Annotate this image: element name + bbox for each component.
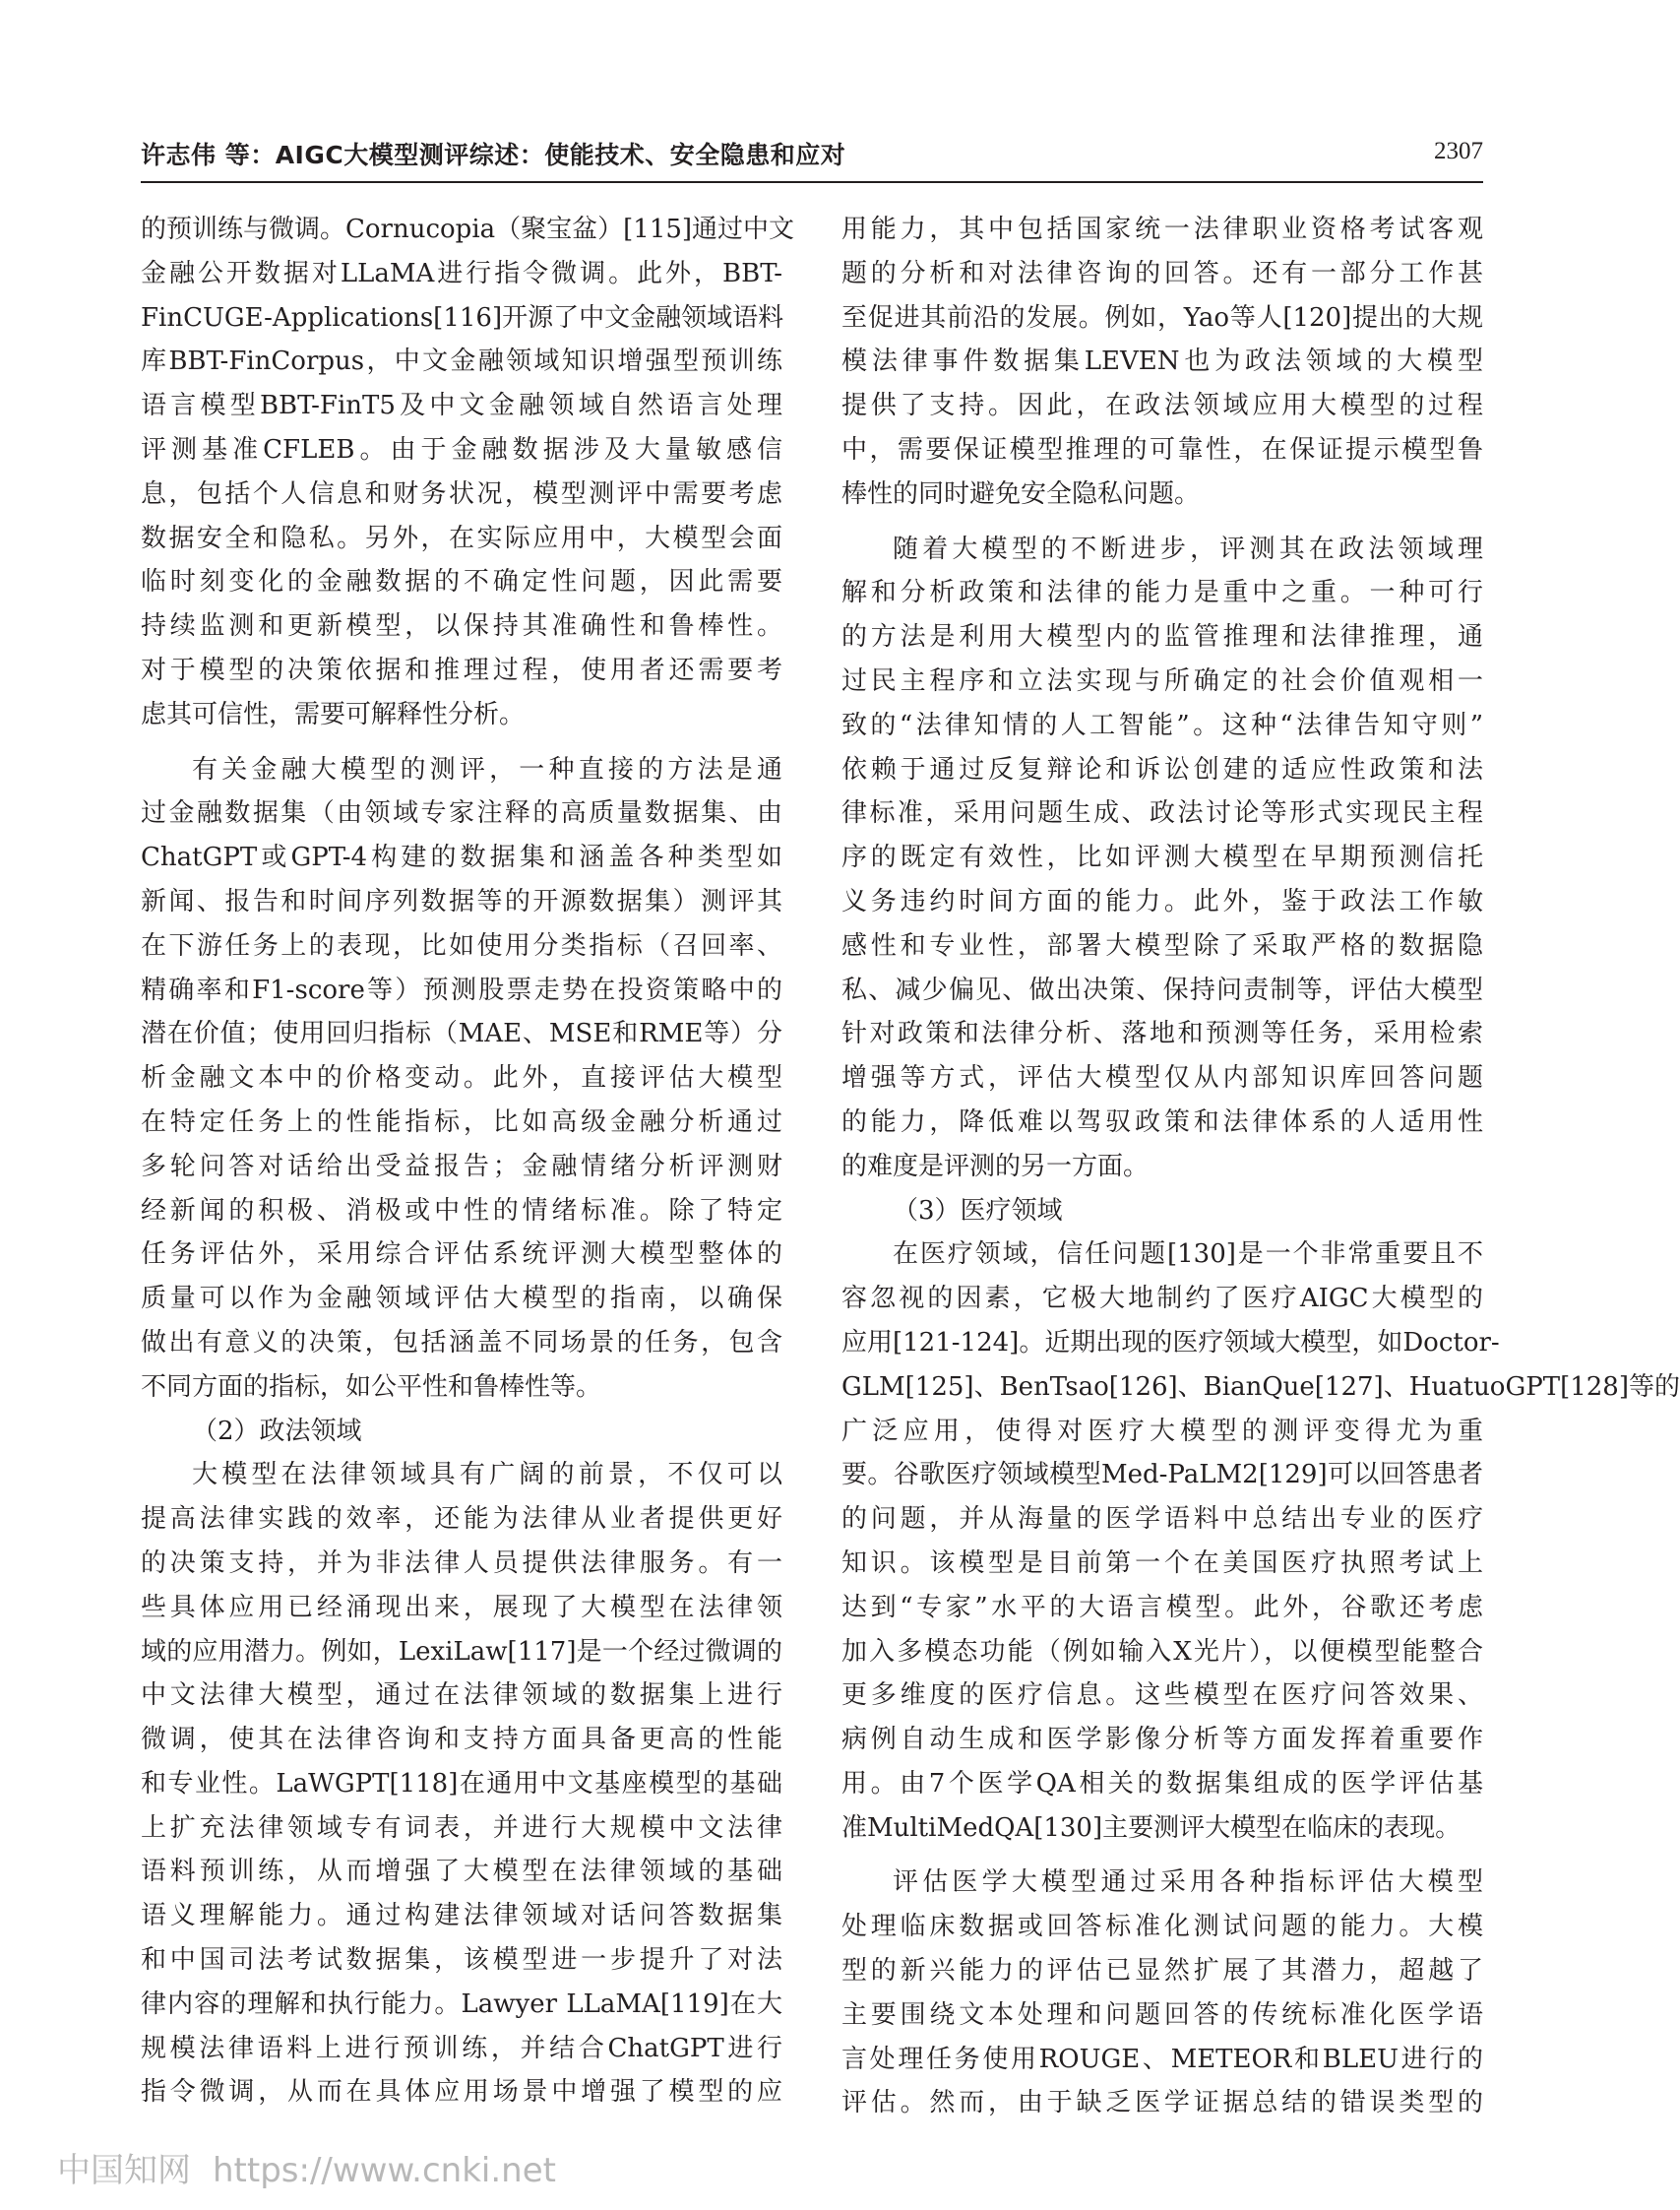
text-line: 知识。该模型是目前第一个在美国医疗执照考试上 <box>841 1547 1483 1578</box>
text-line: FinCUGE-Applications[116]开源了中文金融领域语料 <box>141 302 784 333</box>
text-line: 用能力，其中包括国家统一法律职业资格考试客观 <box>841 215 1483 244</box>
text-line: 更多维度的医疗信息。这些模型在医疗问答效果、 <box>841 1680 1483 1711</box>
text-line: 主要围绕文本处理和问题回答的传统标准化医学语 <box>841 1999 1483 2030</box>
text-line: 致的“法律知情的人工智能”。这种“法律告知守则” <box>841 710 1483 740</box>
text-line: 准MultiMedQA[130]主要测评大模型在临床的表现。 <box>841 1812 1462 1843</box>
text-line: 虑其可信性，需要可解释性分析。 <box>141 699 526 729</box>
text-line: 对于模型的决策依据和推理过程，使用者还需要考 <box>141 655 782 685</box>
text-line: 新闻、报告和时间序列数据等的开源数据集）测评其 <box>141 886 782 916</box>
text-line: 律标准，采用问题生成、政法讨论等形式实现民主程 <box>841 798 1483 829</box>
text-line: （2）政法领域 <box>192 1416 362 1446</box>
text-line: 律内容的理解和执行能力。Lawyer LLaMA[119]在大 <box>141 1989 782 2019</box>
text-line: 的能力，降低难以驾驭政策和法律体系的人适用性 <box>841 1106 1483 1137</box>
watermark-url: https://www.cnki.net <box>213 2151 556 2190</box>
paragraph-gap <box>141 737 782 748</box>
text-line: 病例自动生成和医学影像分析等方面发挥着重要作 <box>841 1725 1483 1755</box>
header-rule <box>141 181 1483 183</box>
text-line: 做出有意义的决策，包括涵盖不同场景的任务，包含 <box>141 1327 782 1358</box>
watermark-site: 中国知网 <box>57 2151 191 2190</box>
text-line: 语言模型BBT-FinT5及中文金融领域自然语言处理 <box>141 391 782 421</box>
text-line: 加入多模态功能（例如输入X光片），以便模型能整合 <box>841 1636 1483 1667</box>
text-line: 的决策支持，并为非法律人员提供法律服务。有一 <box>141 1547 782 1578</box>
text-line: 言处理任务使用ROUGE、METEOR和BLEU进行的 <box>841 2044 1483 2074</box>
text-line: 序的既定有效性，比如评测大模型在早期预测信托 <box>841 843 1483 873</box>
text-line: 持续监测和更新模型，以保持其准确性和鲁棒性。 <box>141 611 782 642</box>
text-line: 在医疗领域，信任问题[130]是一个非常重要且不 <box>893 1239 1483 1270</box>
text-line: 至促进其前沿的发展。例如，Yao等人[120]提出的大规 <box>841 302 1483 333</box>
text-line: 在特定任务上的性能指标，比如高级金融分析通过 <box>141 1106 782 1137</box>
text-line: 评估医学大模型通过采用各种指标评估大模型 <box>893 1867 1483 1898</box>
text-line: 广泛应用，使得对医疗大模型的测评变得尤为重 <box>841 1416 1483 1446</box>
text-line: ChatGPT或GPT-4构建的数据集和涵盖各种类型如 <box>141 843 782 873</box>
text-line: GLM[125]、BenTsao[126]、BianQue[127]、HuatuoGPT[128]等的 <box>841 1371 1680 1402</box>
text-line: 在下游任务上的表现，比如使用分类指标（召回率、 <box>141 930 782 961</box>
text-line: 提高法律实践的效率，还能为法律从业者提供更好 <box>141 1504 782 1535</box>
text-line: 模法律事件数据集LEVEN也为政法领域的大模型 <box>841 347 1483 377</box>
text-line: 要。谷歌医疗领域模型Med-PaLM2[129]可以回答患者 <box>841 1460 1483 1490</box>
left-column <box>141 208 795 2115</box>
text-line: 语料预训练，从而增强了大模型在法律领域的基础 <box>141 1857 782 1887</box>
text-line: 的预训练与微调。Cornucopia（聚宝盆）[115]通过中文 <box>141 215 795 244</box>
text-line: 棒性的同时避免安全隐私问题。 <box>841 478 1201 509</box>
text-line: 义务违约时间方面的能力。此外，鉴于政法工作敏 <box>841 886 1483 916</box>
text-line: 的难度是评测的另一方面。 <box>841 1151 1150 1181</box>
text-line: 解和分析政策和法律的能力是重中之重。一种可行 <box>841 578 1483 608</box>
page-number: 2307 <box>1434 138 1483 164</box>
text-line: 评测基准CFLEB。由于金融数据涉及大量敏感信 <box>141 434 782 465</box>
text-line: 题的分析和对法律咨询的回答。还有一部分工作甚 <box>841 258 1483 288</box>
text-line: 域的应用潜力。例如，LexiLaw[117]是一个经过微调的 <box>141 1636 782 1667</box>
paragraph-gap <box>841 517 1483 528</box>
paragraph-gap <box>841 1850 1483 1861</box>
text-line: 不同方面的指标，如公平性和鲁棒性等。 <box>141 1371 602 1402</box>
text-line: 依赖于通过反复辩论和诉讼创建的适应性政策和法 <box>841 754 1483 785</box>
text-line: 评估。然而，由于缺乏医学证据总结的错误类型的 <box>841 2088 1483 2118</box>
text-line: 数据安全和隐私。另外，在实际应用中，大模型会面 <box>141 523 782 553</box>
running-title: 许志伟 等：AIGC大模型测评综述：使能技术、安全隐患和应对 <box>141 141 846 169</box>
text-line: 提供了支持。因此，在政法领域应用大模型的过程 <box>841 391 1483 421</box>
text-line: 随着大模型的不断进步，评测其在政法领域理 <box>893 534 1483 564</box>
text-line: （3）医疗领域 <box>893 1195 1063 1226</box>
running-header <box>141 136 1483 175</box>
text-line: 增强等方式，评估大模型仅从内部知识库回答问题 <box>841 1063 1483 1094</box>
text-line: 析金融文本中的价格变动。此外，直接评估大模型 <box>141 1063 782 1094</box>
text-line: 用。由7个医学QA相关的数据集组成的医学评估基 <box>841 1768 1483 1799</box>
text-line: 经新闻的积极、消极或中性的情绪标准。除了特定 <box>141 1195 782 1226</box>
text-line: 容忽视的因素，它极大地制约了医疗AIGC大模型的 <box>841 1284 1483 1314</box>
text-line: 语义理解能力。通过构建法律领域对话问答数据集 <box>141 1901 782 1931</box>
text-line: 私、减少偏见、做出决策、保持问责制等，评估大模型 <box>841 975 1483 1005</box>
text-line: 精确率和F1-score等）预测股票走势在投资策略中的 <box>141 975 782 1005</box>
text-line: 有关金融大模型的测评，一种直接的方法是通 <box>192 754 782 785</box>
text-line: 和中国司法考试数据集，该模型进一步提升了对法 <box>141 1945 782 1976</box>
text-line: 指令微调，从而在具体应用场景中增强了模型的应 <box>141 2077 782 2108</box>
text-line: 潜在价值；使用回归指标（MAE、MSE和RME等）分 <box>141 1019 782 1049</box>
text-line: 针对政策和法律分析、落地和预测等任务，采用检索 <box>841 1019 1483 1049</box>
text-line: 大模型在法律领域具有广阔的前景，不仅可以 <box>192 1460 782 1490</box>
text-line: 的方法是利用大模型内的监管推理和法律推理，通 <box>841 622 1483 653</box>
text-line: 过民主程序和立法实现与所确定的社会价值观相一 <box>841 665 1483 696</box>
text-line: 过金融数据集（由领域专家注释的高质量数据集、由 <box>141 798 782 829</box>
text-line: 感性和专业性，部署大模型除了采取严格的数据隐 <box>841 930 1483 961</box>
text-line: 金融公开数据对LLaMA进行指令微调。此外，BBT- <box>141 258 782 288</box>
text-line: 中，需要保证模型推理的可靠性，在保证提示模型鲁 <box>841 434 1483 465</box>
text-line: 上扩充法律领域专有词表，并进行大规模中文法律 <box>141 1812 782 1843</box>
text-line: 任务评估外，采用综合评估系统评测大模型整体的 <box>141 1239 782 1270</box>
text-line: 微调，使其在法律咨询和支持方面具备更高的性能 <box>141 1725 782 1755</box>
text-line: 达到“专家”水平的大语言模型。此外，谷歌还考虑 <box>841 1592 1483 1622</box>
text-line: 些具体应用已经涌现出来，展现了大模型在法律领 <box>141 1592 782 1622</box>
text-line: 息，包括个人信息和财务状况，模型测评中需要考虑 <box>141 478 782 509</box>
text-line: 处理临床数据或回答标准化测试问题的能力。大模 <box>841 1912 1483 1942</box>
text-line: 临时刻变化的金融数据的不确定性问题，因此需要 <box>141 567 782 598</box>
right-column <box>841 208 1680 2125</box>
text-line: 多轮问答对话给出受益报告；金融情绪分析评测财 <box>141 1151 782 1181</box>
text-line: 应用[121-124]。近期出现的医疗领域大模型，如Doctor- <box>841 1327 1500 1358</box>
text-line: 规模法律语料上进行预训练，并结合ChatGPT进行 <box>141 2033 782 2063</box>
text-line: 的问题，并从海量的医学语料中总结出专业的医疗 <box>841 1504 1483 1535</box>
text-line: 质量可以作为金融领域评估大模型的指南，以确保 <box>141 1284 782 1314</box>
text-line: 中文法律大模型，通过在法律领域的数据集上进行 <box>141 1680 782 1711</box>
cnki-watermark <box>57 2143 556 2191</box>
text-line: 和专业性。LaWGPT[118]在通用中文基座模型的基础 <box>141 1768 782 1799</box>
text-line: 型的新兴能力的评估已显然扩展了其潜力，超越了 <box>841 1956 1483 1987</box>
text-line: 库BBT-FinCorpus，中文金融领域知识增强型预训练 <box>141 347 782 377</box>
